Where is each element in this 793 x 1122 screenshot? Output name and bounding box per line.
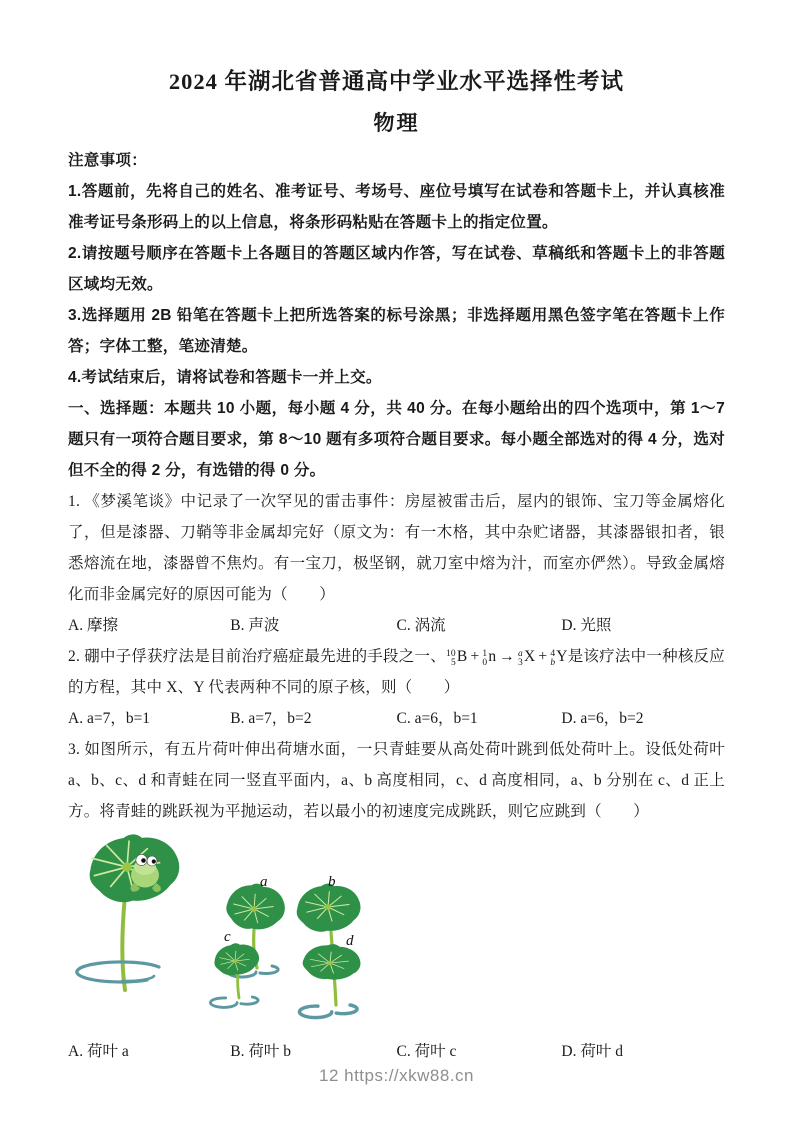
notice-item-4: 4.考试结束后，请将试卷和答题卡一并上交。 xyxy=(68,369,382,386)
plus-sign: + xyxy=(470,648,480,665)
q3-option-c: C. 荷叶 c xyxy=(396,1043,457,1060)
section-1-intro: 一、选择题：本题共 10 小题，每小题 4 分，共 40 分。在每小题给出的四个选项中，第 1～7 题只有一项符合题目要求，第 8～10 题有多项符合题目要求。每小题全部选对的得 4 分，选对但不全的得 2 分，有选错的得 0 分。 xyxy=(68,400,725,479)
q2-option-b: B. a=7，b=2 xyxy=(230,710,312,727)
q3-option-b: B. 荷叶 b xyxy=(230,1043,291,1060)
question-3-options xyxy=(68,1036,725,1067)
nuclide-y: 4 b Y xyxy=(550,648,568,668)
notice-item-2: 2.请按题号顺序在答题卡上各题目的答题区域内作答，写在试卷、草稿纸和答题卡上的非答题区域均无效。 xyxy=(68,245,725,293)
subject-title: 物理 xyxy=(373,111,420,135)
q1-option-d: D. 光照 xyxy=(561,617,612,634)
notices-heading: 注意事项： xyxy=(68,152,148,169)
q2-text-before: 2. 硼中子俘获疗法是目前治疗癌症最先进的手段之一、 xyxy=(68,648,446,665)
q1-option-a: A. 摩擦 xyxy=(68,617,118,634)
nuclide-x: a 3 X xyxy=(518,648,536,668)
question-3-text: 3. 如图所示，有五片荷叶伸出荷塘水面，一只青蛙要从高处荷叶跳到低处荷叶上。设低处荷叶 a、b、c、d 和青蛙在同一竖直平面内，a、b 高度相同，c、d 高度相同，a、b 分别在 c、d 正上方。将青蛙的跳跃视为平抛运动，若以最小的初速度完成跳跃，则它应跳到（ ） xyxy=(68,741,725,820)
notice-item-1: 1.答题前，先将自己的姓名、准考证号、考场号、座位号填写在试卷和答题卡上，并认真核准准考证号条形码上的以上信息，将条形码粘贴在答题卡上的指定位置。 xyxy=(68,183,725,231)
q2-text-after: 是该疗法中一种核反应的方程，其中 X、Y 代表两种不同的原子核，则（ ） xyxy=(68,648,725,696)
reaction-arrow: → xyxy=(499,648,515,665)
q1-option-c: C. 涡流 xyxy=(396,617,446,634)
notice-item-3: 3.选择题用 2B 铅笔在答题卡上把所选答案的标号涂黑；非选择题用黑色签字笔在答题卡上作答；字体工整，笔迹清楚。 xyxy=(68,307,725,355)
leaf-label-a: a xyxy=(260,874,268,890)
page-footer: 12 https://xkw88.cn xyxy=(318,1066,475,1085)
nuclide-neutron: 1 0 n xyxy=(482,648,497,668)
q3-option-d: D. 荷叶 d xyxy=(561,1043,623,1060)
q2-option-c: C. a=6，b=1 xyxy=(396,710,478,727)
plus-sign: + xyxy=(538,648,548,665)
q3-option-a: A. 荷叶 a xyxy=(68,1043,129,1060)
lotus-leaves-figure xyxy=(72,833,402,1029)
q2-option-a: A. a=7，b=1 xyxy=(68,710,151,727)
question-1-options xyxy=(68,610,725,641)
frog-leaf-group xyxy=(77,833,182,990)
question-1-text: 1. 《梦溪笔谈》中记录了一次罕见的雷击事件：房屋被雷击后，屋内的银饰、宝刀等金属熔化了，但是漆器、刀鞘等非金属却完好（原文为：有一木格，其中杂贮诸器，其漆器银扣者，银悉熔流在地，漆器曾不焦灼。有一宝刀，极坚钢，就刀室中熔为汁，而室亦俨然）。导致金属熔化而非金属完好的原因可能为（ ） xyxy=(68,493,725,603)
leaf-label-b: b xyxy=(328,874,336,890)
q1-option-b: B. 声波 xyxy=(230,617,280,634)
question-2-text xyxy=(68,641,725,703)
nuclide-boron: 10 5 B xyxy=(445,648,468,668)
question-2-options xyxy=(68,703,725,734)
page-title: 2024 年湖北省普通高中学业水平选择性考试 xyxy=(168,69,625,94)
leaf-label-d: d xyxy=(346,933,354,949)
q2-option-d: D. a=6，b=2 xyxy=(561,710,644,727)
leaf-label-c: c xyxy=(224,929,231,945)
